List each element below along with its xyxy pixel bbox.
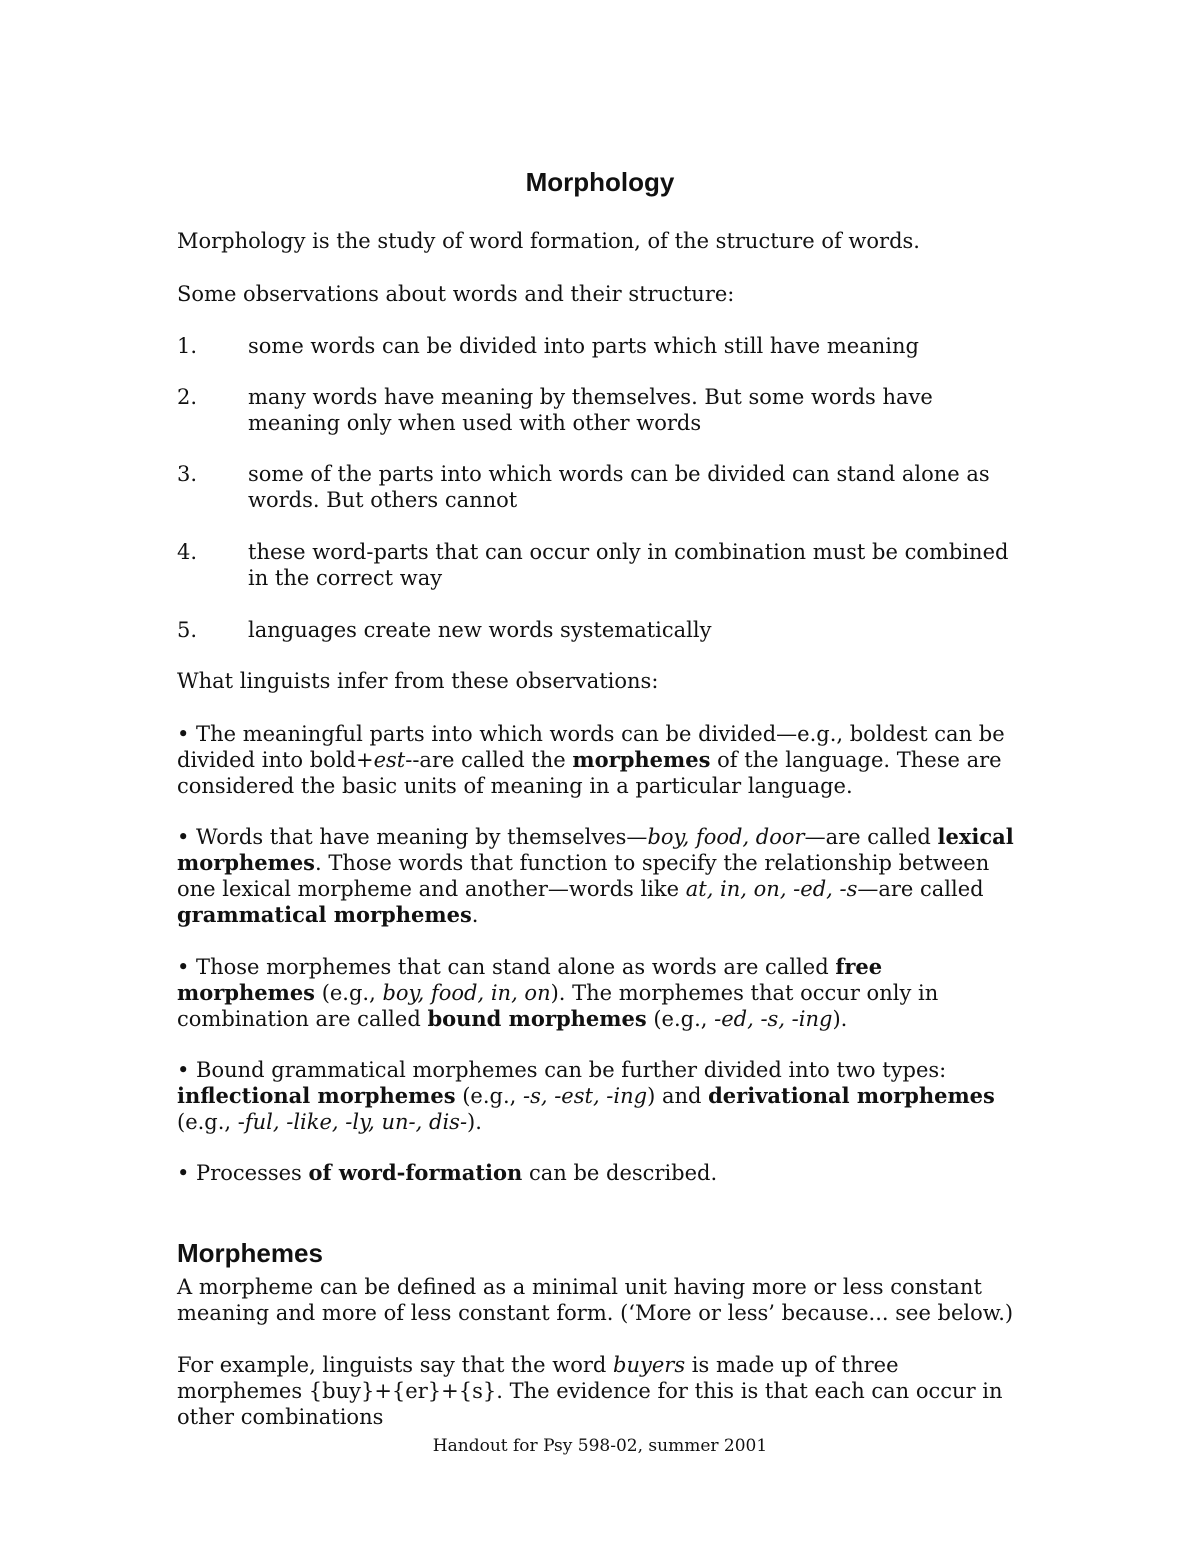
- text-run: . Those words that function to specify the relationship between one lexical morpheme and another—words like: [177, 851, 990, 901]
- text-run: .: [471, 903, 479, 927]
- list-number: 2.: [177, 385, 198, 409]
- text-run: ).: [832, 1007, 848, 1031]
- text-run: (e.g.,: [455, 1084, 523, 1108]
- section-heading: Morphemes: [177, 1238, 323, 1268]
- text-run: • Those morphemes that can stand alone as words are called: [177, 955, 836, 979]
- bullet-morphemes: [177, 721, 1027, 799]
- example-italic: ful, -like, -ly, un-, dis-: [244, 1110, 468, 1134]
- example-italic: boy, food, in, on: [382, 981, 551, 1005]
- text-run: is made up of three morphemes {buy}+{er}+{s}. The evidence for this is that each can occur in other combinations: [177, 1353, 1003, 1429]
- text-run: —are called: [857, 877, 984, 901]
- page-title: Morphology: [525, 167, 675, 197]
- text-run: • The meaningful parts into which words can be divided—e.g., boldest can be divided into bold+: [177, 722, 1005, 772]
- term-bold: derivational morphemes: [708, 1083, 995, 1108]
- bullet-free-bound: [177, 954, 1027, 1032]
- morpheme-example: [177, 1352, 1027, 1430]
- text-run: --are called the: [405, 748, 573, 772]
- list-number: 5.: [177, 618, 198, 642]
- term-bold: lexical morphemes: [177, 824, 1014, 875]
- list-number: 3.: [177, 462, 198, 486]
- inference-lead: What linguists infer from these observations:: [177, 669, 659, 693]
- example-italic: at, in, on, -ed, -s: [685, 877, 858, 901]
- term-bold: inflectional morphemes: [177, 1083, 456, 1108]
- text-run: (e.g.,: [646, 1007, 715, 1031]
- list-text: many words have meaning by themselves. But some words have meaning only when used with other words: [248, 385, 933, 435]
- text-run: • Bound grammatical morphemes can be further divided into two types:: [177, 1058, 947, 1082]
- example-italic: boy, food, door: [647, 825, 805, 849]
- term-bold: grammatical morphemes: [177, 902, 472, 927]
- list-number: 4.: [177, 540, 198, 564]
- intro-paragraph: Morphology is the study of word formation, of the structure of words.: [177, 229, 920, 253]
- text-run: • Words that have meaning by themselves—: [177, 825, 648, 849]
- list-number: 1.: [177, 334, 198, 358]
- observations-lead: Some observations about words and their structure:: [177, 282, 735, 306]
- text-run: • Processes: [177, 1161, 309, 1185]
- bullet-lexical-grammatical: [177, 824, 1027, 928]
- morpheme-definition: A morpheme can be defined as a minimal unit having more or less constant meaning and more of less constant form. (‘More or less’ because... see below.): [177, 1275, 1014, 1325]
- text-run: —are called: [804, 825, 938, 849]
- text-run: of the language. These are considered the basic units of meaning in a particular language.: [177, 748, 1002, 798]
- term-bold: morphemes: [572, 747, 711, 772]
- example-italic: -ed, -s, -ing: [714, 1007, 833, 1031]
- text-run: For example, linguists say that the word: [177, 1353, 614, 1377]
- example-italic: -s, -est, -ing: [522, 1084, 648, 1108]
- example-italic: est: [373, 748, 406, 772]
- term-bold: bound morphemes: [427, 1006, 647, 1031]
- text-run: (e.g., -: [177, 1110, 245, 1134]
- example-italic: buyers: [613, 1353, 686, 1377]
- list-text: some of the parts into which words can be divided can stand alone as words. But others cannot: [248, 462, 990, 512]
- text-run: ).: [467, 1110, 482, 1134]
- page-footer: Handout for Psy 598-02, summer 2001: [432, 1436, 768, 1456]
- text-run: can be described.: [522, 1161, 718, 1185]
- list-text: some words can be divided into parts which still have meaning: [248, 334, 919, 358]
- text-run: ). The morphemes that occur only in combination are called: [177, 981, 939, 1031]
- bullet-word-formation: [177, 1160, 1027, 1186]
- text-run: (e.g.,: [315, 981, 383, 1005]
- list-text: these word-parts that can occur only in combination must be combined in the correct way: [248, 540, 1009, 590]
- term-bold: free morphemes: [177, 954, 883, 1005]
- list-text: languages create new words systematically: [248, 618, 712, 642]
- term-bold: of word-formation: [308, 1160, 523, 1185]
- text-run: ) and: [647, 1084, 709, 1108]
- bullet-inflectional-derivational: [177, 1057, 1027, 1135]
